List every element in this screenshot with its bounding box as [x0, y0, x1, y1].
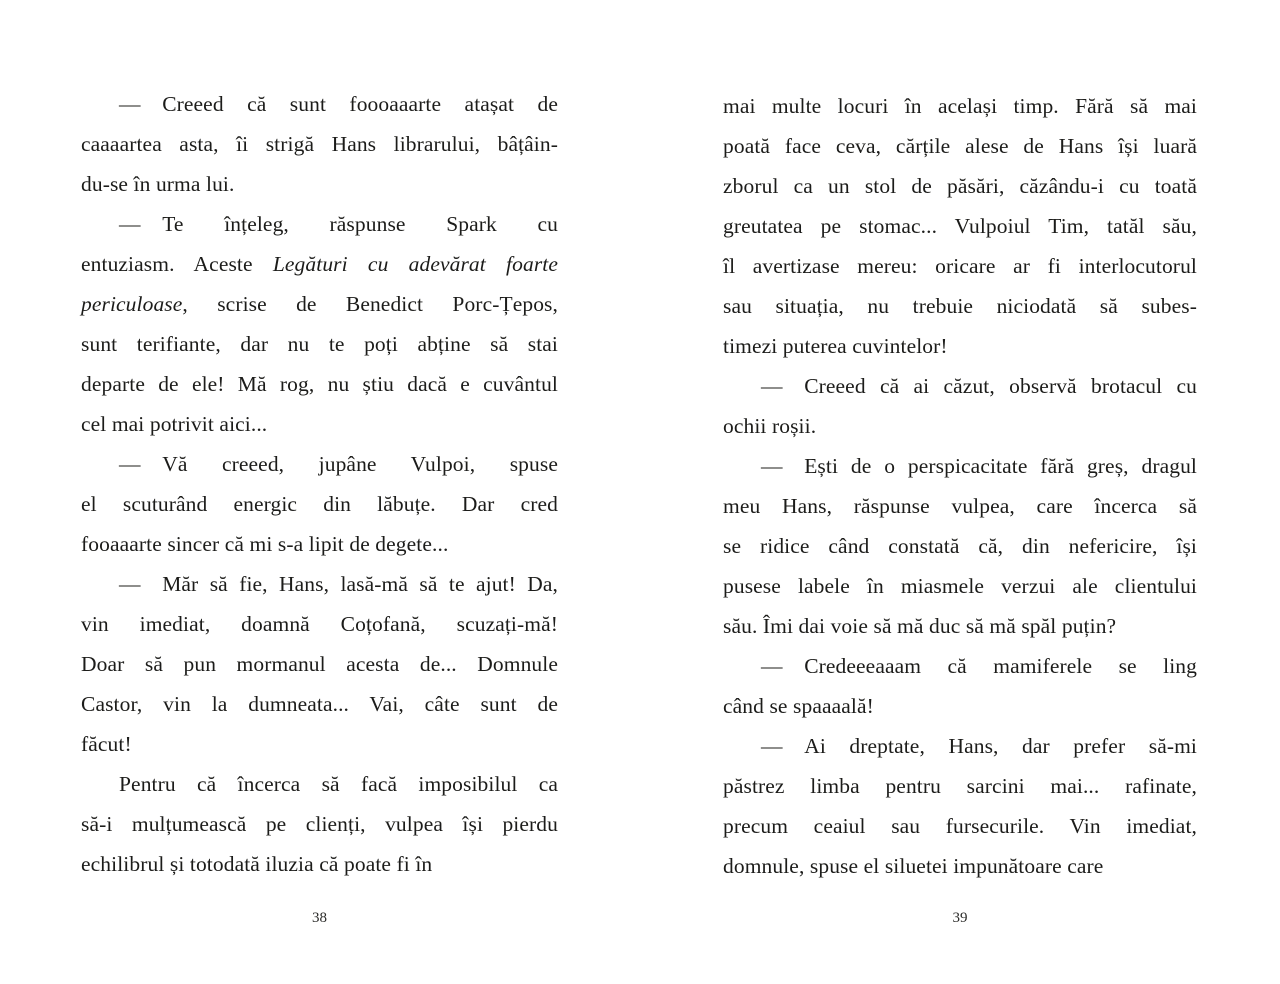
text-line: când se spaaaală!: [723, 694, 874, 718]
text-line: cel mai potrivit aici...: [81, 412, 268, 436]
text-line: — Creeed că sunt foooaaarte atașat de: [119, 92, 558, 116]
text-line: departe de ele! Mă rog, nu știu dacă e cuvântul: [81, 372, 558, 396]
text-line: — Ai dreptate, Hans, dar prefer să-mi: [761, 734, 1197, 758]
text-line: vin imediat, doamnă Coțofană, scuzați-mă!: [81, 612, 558, 636]
text-line: domnule, spuse el siluetei impunătoare care: [723, 854, 1104, 878]
text-line: caaaartea asta, îi strigă Hans librarului, bâțâin-: [81, 132, 558, 156]
text-line: Castor, vin la dumneata... Vai, câte sunt de: [81, 692, 558, 716]
text-line: timezi puterea cuvintelor!: [723, 334, 948, 358]
text-line: să-i mulțumească pe clienți, vulpea își pierdu: [81, 812, 558, 836]
text-line: — Vă creeed, jupâne Vulpoi, spuse: [119, 452, 558, 476]
text-line: îl avertizase mereu: oricare ar fi interlocutorul: [723, 254, 1197, 278]
text-line: — Creeed că ai căzut, observă brotacul cu: [761, 374, 1197, 398]
page-right-text: [723, 86, 1197, 886]
page-left-text: [81, 84, 558, 884]
text-line: el scuturând energic din lăbuțe. Dar cred: [81, 492, 558, 516]
page-right: [640, 0, 1280, 984]
text-line: — Credeeeaaam că mamiferele se ling: [761, 654, 1197, 678]
page-number: 38: [312, 910, 327, 926]
text-line: entuziasm. Aceste Legături cu adevărat foarte: [81, 252, 558, 276]
text-line: zborul ca un stol de păsări, căzându-i cu toată: [723, 174, 1197, 198]
text-line: mai multe locuri în același timp. Fără să mai: [723, 94, 1197, 118]
text-line: ochii roșii.: [723, 414, 817, 438]
text-line: poată face ceva, cărțile alese de Hans își luară: [723, 134, 1197, 158]
text-line: — Te înțeleg, răspunse Spark cu: [119, 212, 558, 236]
text-line: se ridice când constată că, din nefericire, își: [723, 534, 1197, 558]
text-line: — Măr să fie, Hans, lasă-mă să te ajut! Da,: [119, 572, 558, 596]
text-line: sunt terifiante, dar nu te poți abține să stai: [81, 332, 558, 356]
italic-title-text: Legături cu adevărat foarte: [272, 252, 558, 276]
text-line: păstrez limba pentru sarcini mai... rafinate,: [723, 774, 1197, 798]
text-line: precum ceaiul sau fursecurile. Vin imediat,: [723, 814, 1197, 838]
text-line: greutatea pe stomac... Vulpoiul Tim, tatăl său,: [723, 214, 1197, 238]
text-line: periculoase, scrise de Benedict Porc-Țepos,: [81, 292, 558, 316]
page-number: 39: [952, 910, 968, 926]
text-line: făcut!: [81, 732, 132, 756]
text-line: Doar să pun mormanul acesta de... Domnule: [81, 652, 558, 676]
text-line: său. Îmi dai voie să mă duc să mă spăl puțin?: [723, 614, 1117, 638]
text-line: echilibrul și totodată iluzia că poate fi în: [81, 852, 433, 876]
text-line: Pentru că încerca să facă imposibilul ca: [119, 772, 558, 796]
text-line: fooaaarte sincer că mi s-a lipit de degete...: [81, 532, 449, 556]
text-line: pusese labele în miasmele verzui ale clientului: [723, 574, 1197, 598]
text-line: sau situația, nu trebuie niciodată să subes-: [723, 294, 1197, 318]
text-line: meu Hans, răspunse vulpea, care încerca să: [723, 494, 1197, 518]
text-line: du-se în urma lui.: [81, 172, 235, 196]
italic-title-text: periculoase: [81, 292, 183, 316]
text-line: — Ești de o perspicacitate fără greș, dragul: [761, 454, 1197, 478]
